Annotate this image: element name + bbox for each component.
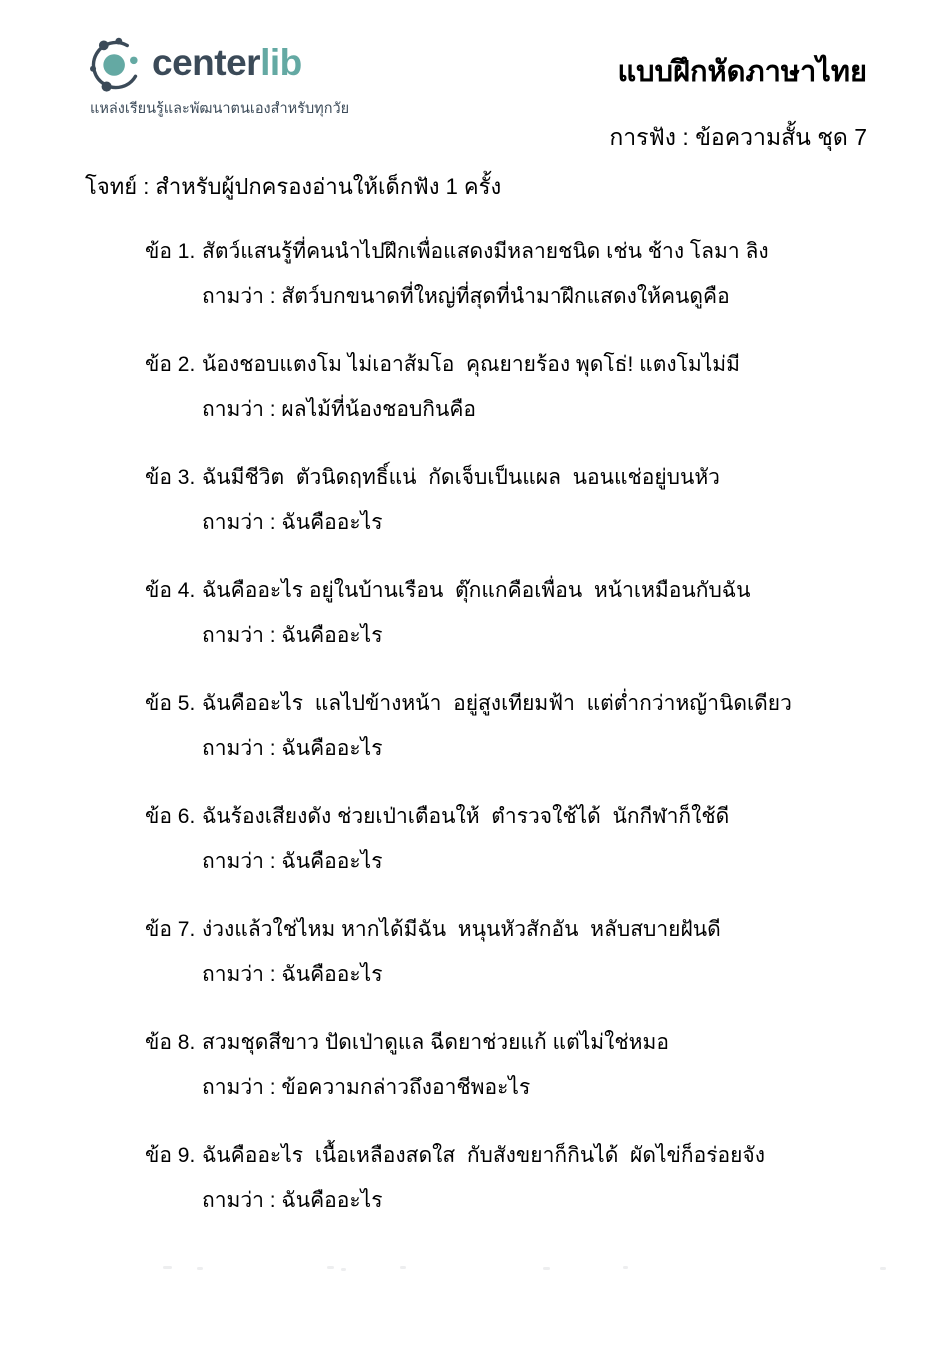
header-title-block — [609, 50, 867, 154]
exercise-item-2 — [145, 349, 931, 426]
item-question: ถามว่า : ผลไม้ที่น้องชอบกินคือ — [202, 398, 477, 421]
logo-text-center: center — [152, 41, 261, 83]
item-statement: ฉันมีชีวิต ตัวนิดฤทธิ์แน่ กัดเจ็บเป็นแผล นอนแช่อยู่บนหัว — [202, 466, 720, 489]
scan-artifact — [623, 1266, 628, 1269]
item-number: ข้อ 1. — [145, 240, 196, 263]
exercise-item-1 — [145, 236, 931, 313]
centerlib-logo — [86, 34, 349, 120]
scan-artifact — [880, 1267, 886, 1270]
item-question: ถามว่า : ฉันคืออะไร — [202, 850, 383, 873]
page-subtitle: การฟัง : ข้อความสั้น ชุด 7 — [609, 124, 867, 150]
item-question: ถามว่า : ฉันคืออะไร — [202, 511, 383, 534]
item-question: ถามว่า : ข้อความกล่าวถึงอาชีพอะไร — [202, 1076, 531, 1099]
item-statement: ฉันคืออะไร อยู่ในบ้านเรือน ตุ๊กแกคือเพื่อน หน้าเหมือนกับฉัน — [202, 579, 751, 602]
item-statement: ฉันคืออะไร เนื้อเหลืองสดใส กับสังขยาก็กินได้ ผัดไข่ก็อร่อยจัง — [202, 1144, 765, 1167]
page-title: แบบฝึกหัดภาษาไทย — [617, 56, 867, 88]
item-number: ข้อ 3. — [145, 466, 196, 489]
exercise-item-4 — [145, 575, 931, 652]
instruction-line: โจทย์ : สำหรับผู้ปกครองอ่านให้เด็กฟัง 1 ครั้ง — [85, 174, 502, 199]
item-number: ข้อ 8. — [145, 1031, 196, 1054]
item-question: ถามว่า : ฉันคืออะไร — [202, 1189, 383, 1212]
item-statement: ฉันคืออะไร แลไปข้างหน้า อยู่สูงเทียมฟ้า แต่ต่ำกว่าหญ้านิดเดียว — [202, 692, 792, 715]
item-number: ข้อ 6. — [145, 805, 196, 828]
item-number: ข้อ 2. — [145, 353, 196, 376]
logo-text-lib: lib — [260, 41, 302, 83]
logo-wordmark — [152, 41, 302, 87]
exercise-item-5 — [145, 688, 931, 765]
item-question: ถามว่า : ฉันคืออะไร — [202, 963, 383, 986]
scan-artifact — [327, 1266, 334, 1269]
exercise-item-8 — [145, 1027, 931, 1104]
item-number: ข้อ 7. — [145, 918, 196, 941]
logo-tagline: แหล่งเรียนรู้และพัฒนาตนเองสำหรับทุกวัย — [90, 101, 350, 117]
item-question: ถามว่า : ฉันคืออะไร — [202, 737, 383, 760]
exercise-item-9 — [145, 1140, 931, 1217]
item-statement: สัตว์แสนรู้ที่คนนำไปฝึกเพื่อแสดงมีหลายชนิด เช่น ช้าง โลมา ลิง — [202, 240, 769, 263]
exercise-item-3 — [145, 462, 931, 539]
item-statement: ง่วงแล้วใช่ไหม หากได้มีฉัน หนุนหัวสักอัน หลับสบายฝันดี — [202, 918, 721, 941]
scan-artifact — [400, 1266, 406, 1269]
item-number: ข้อ 9. — [145, 1144, 196, 1167]
scan-artifact — [163, 1266, 172, 1269]
exercise-item-7 — [145, 914, 931, 991]
exercise-list — [145, 236, 931, 1253]
item-statement: น้องชอบแตงโม ไม่เอาส้มโอ คุณยายร้อง พุดโธ่! แตงโมไม่มี — [202, 353, 740, 376]
item-number: ข้อ 5. — [145, 692, 196, 715]
exercise-item-6 — [145, 801, 931, 878]
centerlib-orbit-icon — [86, 34, 146, 96]
item-statement: ฉันร้องเสียงดัง ช่วยเป่าเตือนให้ ตำรวจใช้ได้ นักกีฬาก็ใช้ดี — [202, 805, 730, 828]
scan-artifact — [543, 1267, 550, 1270]
item-question: ถามว่า : สัตว์บกขนาดที่ใหญ่ที่สุดที่นำมาฝึกแสดงให้คนดูคือ — [202, 285, 730, 308]
item-statement: สวมชุดสีขาว ปัดเป่าดูแล ฉีดยาช่วยแก้ แต่ไม่ใช่หมอ — [202, 1031, 669, 1054]
item-question: ถามว่า : ฉันคืออะไร — [202, 624, 383, 647]
scan-artifact — [341, 1268, 346, 1271]
item-number: ข้อ 4. — [145, 579, 196, 602]
scan-artifact — [197, 1267, 203, 1270]
